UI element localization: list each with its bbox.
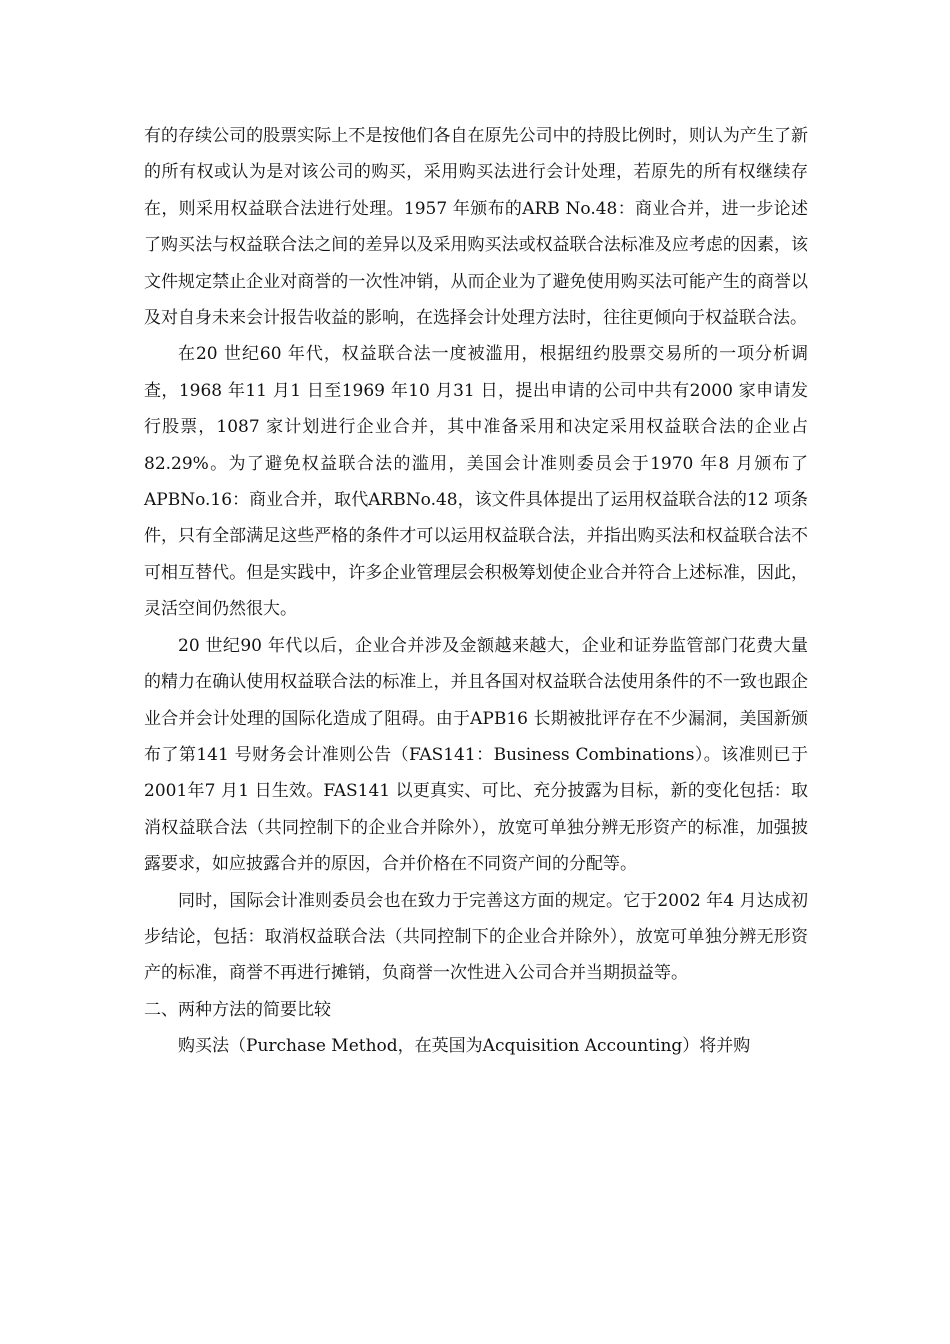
paragraph-1960s: 在20 世纪60 年代，权益联合法一度被滥用，根据纽约股票交易所的一项分析调查，1968 年11 月1 日至1969 年10 月31 日，提出申请的公司中共有2000 家申请发行股票，1087 家计划进行企业合并，其中准备采用和决定采用权益联合法的企业占82.29%。为了避免权益联合法的滥用，美国会计准则委员会于1970 年8 月颁布了APBNo.16：商业合并，取代ARBNo.48，该文件具体提出了运用权益联合法的12 项条件，只有全部满足这些严格的条件才可以运用权益联合法，并指出购买法和权益联合法不可相互替代。但是实践中，许多企业管理层会积极筹划使企业合并符合上述标准，因此，灵活空间仍然很大。	[144, 344, 808, 620]
paragraph-1990s: 20 世纪90 年代以后，企业合并涉及金额越来越大，企业和证券监管部门花费大量的精力在确认使用权益联合法的标准上，并且各国对权益联合法使用条件的不一致也跟企业合并会计处理的国际化造成了阻碍。由于APB16 长期被批评存在不少漏洞，美国新颁布了第141 号财务会计准则公告（FAS141：Business Combinations）。该准则已于2001年7 月1 日生效。FAS141 以更真实、可比、充分披露为目标，新的变化包括：取消权益联合法（共同控制下的企业合并除外），放宽可单独分辨无形资产的标准，加强披露要求，如应披露合并的原因，合并价格在不同资产间的分配等。	[144, 635, 808, 875]
paragraph-iasc: 同时，国际会计准则委员会也在致力于完善这方面的规定。它于2002 年4 月达成初步结论，包括：取消权益联合法（共同控制下的企业合并除外），放宽可单独分辨无形资产的标准，商誉不再进行摊销，负商誉一次性进入公司合并当期损益等。	[144, 890, 808, 984]
section-heading: 二、两种方法的简要比较	[144, 999, 331, 1020]
paragraph-continuation: 有的存续公司的股票实际上不是按他们各自在原先公司中的持股比例时，则认为产生了新的所有权或认为是对该公司的购买，采用购买法进行会计处理，若原先的所有权继续存在，则采用权益联合法进行处理。1957 年颁布的ARB No.48：商业合并，进一步论述了购买法与权益联合法之间的差异以及采用购买法或权益联合法标准及应考虑的因素，该文件规定禁止企业对商誉的一次性冲销，从而企业为了避免使用购买法可能产生的商誉以及对自身未来会计报告收益的影响，在选择会计处理方法时，往往更倾向于权益联合法。	[144, 126, 808, 329]
document-body	[144, 118, 808, 1065]
paragraph-purchase-method: 购买法（Purchase Method，在英国为Acquisition Accounting）将并购	[178, 1036, 751, 1057]
